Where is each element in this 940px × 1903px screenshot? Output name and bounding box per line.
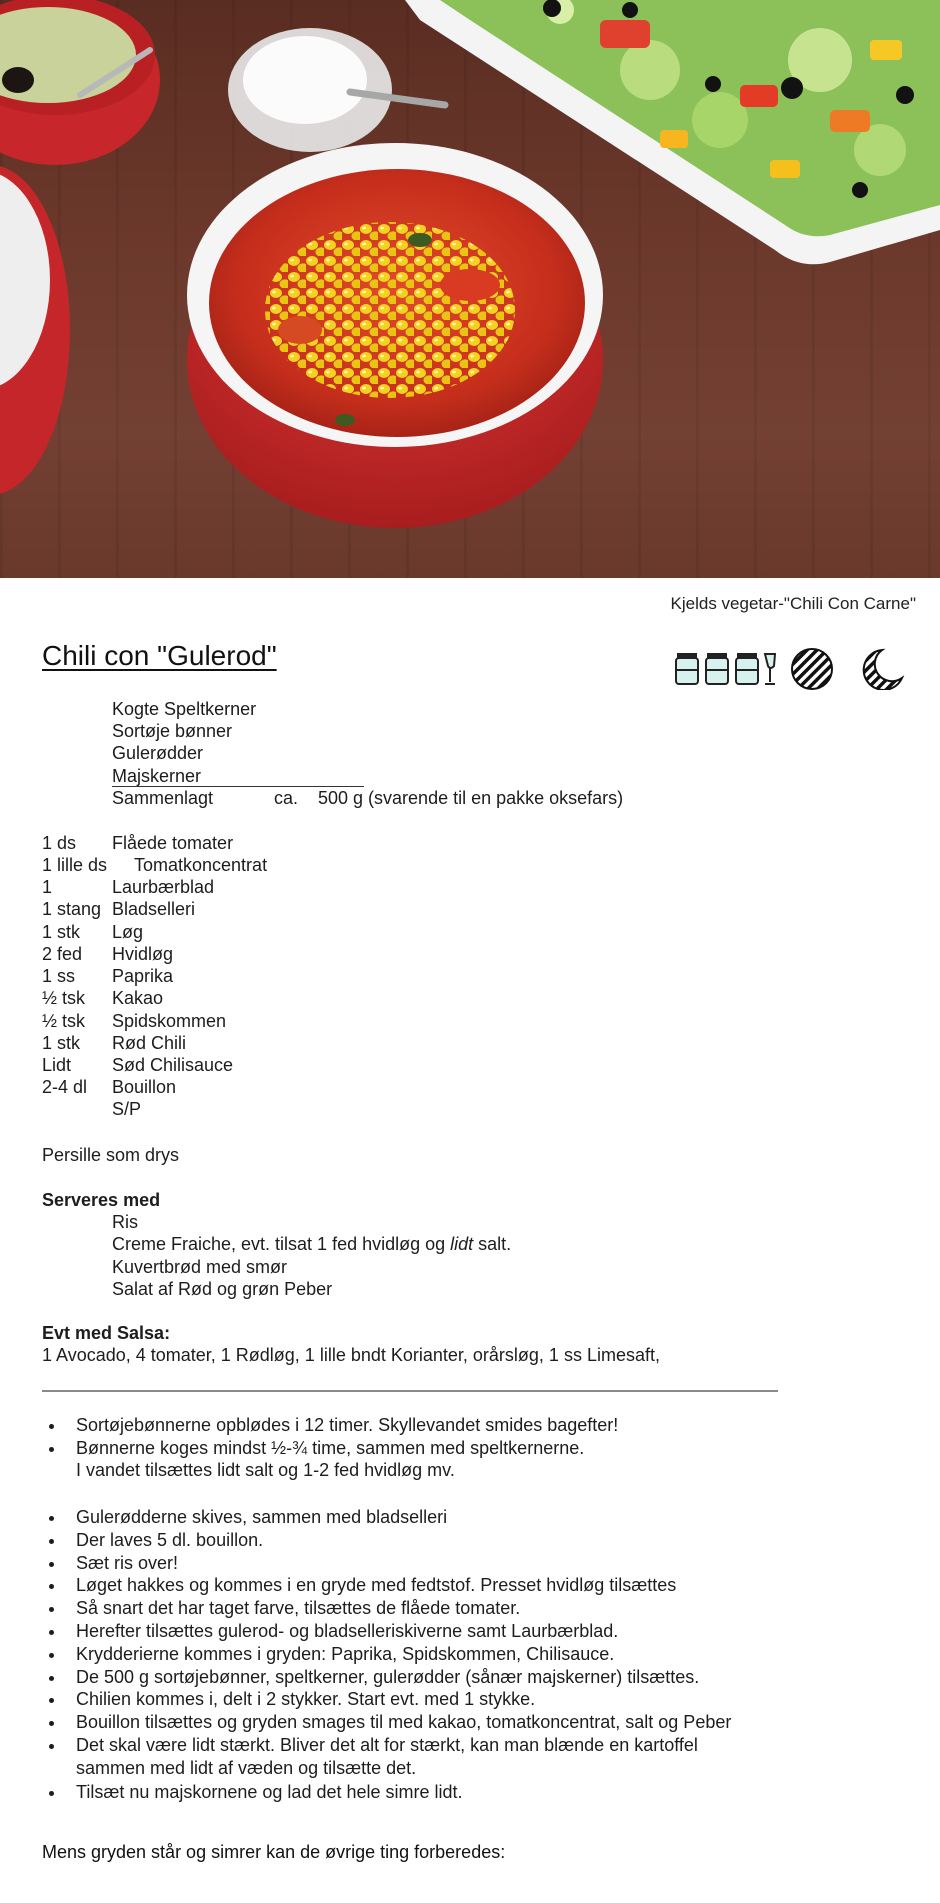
bottle-icon [706,654,728,684]
serve-item: Kuvertbrød med smør [112,1257,288,1277]
ingredient-qty: Lidt [42,1055,72,1075]
total-amount: 500 g (svarende til en pakke oksefars) [318,788,624,808]
chili-dish-illustration [0,0,940,578]
salsa-text: 1 Avocado, 4 tomater, 1 Rødløg, 1 lille bndt Korianter, orårsløg, 1 ss Limesaft, [42,1345,660,1365]
ingredient-name: Kakao [112,988,164,1008]
step-item: • Sortøjebønnerne opblødes i 12 timer. Skyllevandet smides bagefter! [66,1414,618,1437]
striped-circle-icon [792,649,832,689]
base-ingredients [112,699,256,788]
steps-list-a [42,1414,618,1460]
step-item: • Bouillon tilsættes og gryden smages til med kakao, tomatkoncentrat, salt og Peber [66,1711,731,1734]
serve-item: Ris [112,1212,138,1232]
step-item: • Chilien kommes i, delt i 2 stykker. Start evt. med 1 stykke. [66,1688,731,1711]
step-item: • Krydderierne kommes i gryden: Paprika, Spidskommen, Chilisauce. [66,1643,731,1666]
step-item: • Sæt ris over! [66,1552,731,1575]
sum-rule [112,786,364,787]
difficulty-rating-icons [672,644,922,690]
step-item: • Løget hakkes og kommes i en gryde med fedtstof. Presset hvidløg tilsættes [66,1574,731,1597]
ingredient-qty: ½ tsk [42,988,86,1008]
steps-list-b [42,1506,731,1757]
ingredient-qty: 1 stk [42,1033,81,1053]
step-item: • Bønnerne koges mindst ½-¾ time, sammen med speltkernerne. [66,1437,618,1460]
step-item: • De 500 g sortøjebønner, speltkerner, gulerødder (sånær majskerner) tilsættes. [66,1666,731,1689]
serve-item-creme [112,1233,511,1255]
ingredient-qty: 1 ss [42,966,76,986]
closing-text: Mens gryden står og simrer kan de øvrige ting forberedes: [42,1842,506,1862]
bottle-icon [736,654,758,684]
creme-text: Creme Fraiche, evt. tilsat 1 fed hvidløg og [112,1234,451,1254]
salsa-heading: Evt med Salsa: [42,1323,171,1343]
step-item: • Tilsæt nu majskornene og lad det hele simre lidt. [66,1781,463,1804]
creme-text-end: salt. [473,1234,512,1254]
ingredient-name: Rød Chili [112,1033,187,1053]
section-divider [42,1390,778,1392]
recipe-title: Chili con "Gulerod" [42,640,277,671]
serve-heading: Serveres med [42,1190,161,1210]
ingredient-name: Laurbærblad [112,877,215,897]
step-item: • Gulerødderne skives, sammen med bladselleri [66,1506,731,1529]
base-ingredient: Majskerner [112,765,202,786]
base-ingredient: Kogte Speltkerner [112,699,257,719]
ingredient-qty: 1 stk [42,922,81,942]
bottle-icon [676,654,698,684]
base-ingredient: Sortøje bønner [112,721,233,742]
ingredient-name: Paprika [112,966,174,986]
ingredient-name: Løg [112,922,144,942]
serve-item: Salat af Rød og grøn Peber [112,1279,333,1299]
step-item: • Det skal være lidt stærkt. Bliver det alt for stærkt, kan man blænde en kartoffel [66,1734,731,1757]
step-item: • Der laves 5 dl. bouillon. [66,1529,731,1552]
ingredient-qty: 2 fed [42,944,83,964]
ingredient-name: Sød Chilisauce [112,1055,234,1075]
ingredient-qty: 1 ds [42,833,77,853]
ingredient-name: Bladselleri [112,899,196,919]
ingredient-qty: 2-4 dl [42,1077,88,1097]
step-continuation: I vandet tilsættes lidt salt og 1-2 fed hvidløg mv. [76,1460,455,1480]
ingredient-name: Tomatkoncentrat [134,855,268,875]
total-ca: ca. [274,788,299,808]
ingredient-name: S/P [112,1099,142,1119]
ingredient-name: Flåede tomater [112,833,234,853]
total-label: Sammenlagt [112,788,214,808]
striped-moon-icon [864,650,902,690]
photo-caption: Kjelds vegetar-"Chili Con Carne" [670,594,916,613]
ingredient-qty: 1 [42,877,53,897]
ingredient-name: Bouillon [112,1077,177,1097]
garnish-text: Persille som drys [42,1145,180,1165]
step-continuation: sammen med lidt af væden og tilsætte det. [76,1758,417,1778]
creme-emphasis: lidt [450,1234,474,1254]
recipe-photo [0,0,940,578]
glass-icon [765,654,775,684]
step-item: • Herefter tilsættes gulerod- og bladselleriskiverne samt Laurbærblad. [66,1620,731,1643]
base-ingredient: Gulerødder [112,743,204,764]
ingredient-qty: ½ tsk [42,1011,86,1031]
ingredient-qty: 1 stang [42,899,102,919]
ingredient-name: Hvidløg [112,944,174,964]
step-item: • Så snart det har taget farve, tilsættes de flåede tomater. [66,1597,731,1620]
steps-list-c [42,1781,463,1804]
ingredient-qty: 1 lille ds [42,855,108,875]
ingredient-name: Spidskommen [112,1011,227,1031]
